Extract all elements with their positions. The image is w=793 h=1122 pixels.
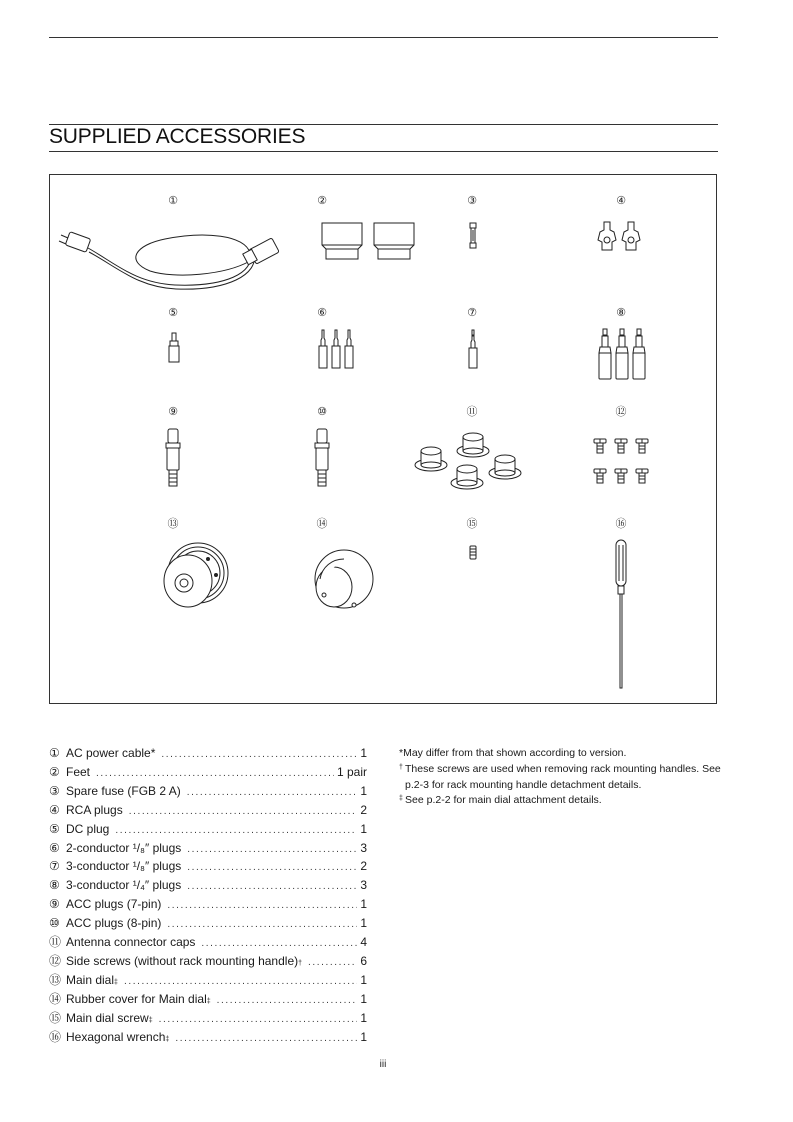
- main-dial-illustration: [158, 541, 232, 611]
- figure-number-12: ⑫: [615, 406, 627, 418]
- figure-number-16: ⑯: [615, 518, 627, 530]
- acc-plug-eight-pin-illustration: [312, 428, 332, 490]
- list-item: ⑤ DC plug ..... 1: [49, 821, 367, 840]
- list-item: ⑦ 3-conductor ¹/₈″ plugs ..... 2: [49, 858, 367, 877]
- hexagonal-wrench-illustration: [613, 539, 629, 691]
- figure-number-15: ⑮: [466, 518, 478, 530]
- figure-number-13: ⑬: [167, 518, 179, 530]
- list-item: ⑫ Side screws (without rack mounting handle) † ..... 6: [49, 953, 367, 972]
- feet-illustration: [320, 221, 420, 263]
- figure-number-8: ⑧: [616, 307, 626, 319]
- main-dial-screw-illustration: [469, 545, 477, 561]
- footnote: ‡ See p.2-2 for main dial attachment details.: [399, 794, 602, 807]
- rubber-cover-illustration: [310, 549, 376, 611]
- figure-number-1: ①: [168, 195, 178, 207]
- top-rule: [49, 37, 718, 38]
- figure-number-6: ⑥: [317, 307, 327, 319]
- dc-plug-illustration: [167, 332, 181, 364]
- list-item: ⑬ Main dial ‡ ..... 1: [49, 972, 367, 991]
- figure-number-3: ③: [467, 195, 477, 207]
- three-conductor-quarter-plugs-illustration: [596, 327, 648, 381]
- list-item: ⑧ 3-conductor ¹/₄″ plugs ..... 3: [49, 877, 367, 896]
- list-item: ③ Spare fuse (FGB 2 A) ..... 1: [49, 783, 367, 802]
- page-title: SUPPLIED ACCESSORIES: [49, 125, 306, 148]
- accessories-list: [49, 745, 367, 1048]
- antenna-connector-caps-illustration: [413, 433, 523, 495]
- list-item: ④ RCA plugs ..... 2: [49, 802, 367, 821]
- footnote: † These screws are used when removing rack mounting handles. See p.2-3 for rack mounting handle detachment details.: [399, 762, 721, 791]
- figure-number-2: ②: [317, 195, 327, 207]
- list-item: ⑮ Main dial screw ‡ ..... 1: [49, 1010, 367, 1029]
- list-item: ⑯ Hexagonal wrench ‡ ..... 1: [49, 1029, 367, 1048]
- footnote: *May differ from that shown according to version.: [399, 747, 627, 759]
- figure-number-4: ④: [616, 195, 626, 207]
- ac-power-cable-illustration: [55, 223, 285, 298]
- footnotes: [399, 746, 721, 809]
- figure-number-10: ⑩: [317, 406, 327, 418]
- spare-fuse-illustration: [468, 222, 478, 250]
- accessories-figure: [49, 174, 717, 704]
- three-conductor-eighth-plugs-illustration: [467, 328, 479, 370]
- two-conductor-eighth-plugs-illustration: [318, 328, 354, 370]
- title-rule-bottom: [49, 151, 718, 152]
- list-item: ⑩ ACC plugs (8-pin) ..... 1: [49, 915, 367, 934]
- list-item: ① AC power cable * ..... 1: [49, 745, 367, 764]
- list-item: ⑪ Antenna connector caps ..... 4: [49, 934, 367, 953]
- acc-plug-seven-pin-illustration: [163, 428, 183, 490]
- figure-number-11: ⑪: [466, 406, 478, 418]
- figure-number-5: ⑤: [168, 307, 178, 319]
- figure-number-7: ⑦: [467, 307, 477, 319]
- list-item: ② Feet ..... 1 pair: [49, 764, 367, 783]
- list-item: ⑥ 2-conductor ¹/₈″ plugs ..... 3: [49, 840, 367, 859]
- side-screws-illustration: [593, 437, 649, 489]
- rca-plugs-illustration: [596, 220, 646, 254]
- page-number: iii: [379, 1059, 387, 1070]
- list-item: ⑭ Rubber cover for Main dial ‡ ..... 1: [49, 991, 367, 1010]
- figure-number-9: ⑨: [168, 406, 178, 418]
- figure-number-14: ⑭: [316, 518, 328, 530]
- list-item: ⑨ ACC plugs (7-pin) ..... 1: [49, 896, 367, 915]
